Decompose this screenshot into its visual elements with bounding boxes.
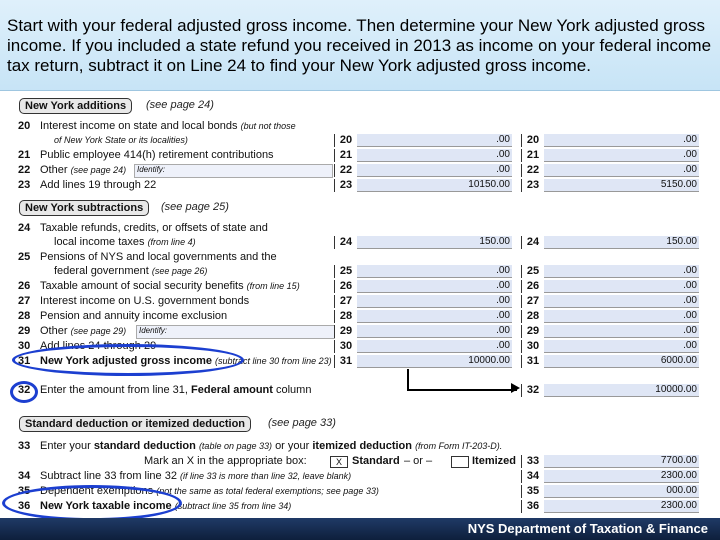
line-number: 35 — [18, 485, 31, 497]
identify-field[interactable]: Identify: — [136, 325, 335, 339]
section-note: (see page 33) — [268, 417, 336, 429]
line-number: 34 — [18, 470, 31, 482]
line-21 — [14, 149, 706, 163]
or-label: – or – — [404, 455, 433, 467]
line-description: Enter the amount from line 31, Federal amount column — [40, 384, 312, 396]
new-york-amount-field[interactable]: 2300.00 — [544, 500, 699, 513]
tax-form — [14, 92, 706, 516]
line-number: 26 — [18, 280, 31, 292]
section-label: New York additions — [25, 100, 127, 112]
line-23 — [14, 179, 706, 193]
line-description: Interest income on state and local bonds (but not those — [40, 120, 296, 132]
line-number: 31 — [18, 355, 31, 367]
arrowhead-icon — [511, 383, 520, 393]
new-york-amount-field[interactable]: 6000.00 — [544, 355, 699, 368]
line-box: 33 — [521, 455, 544, 468]
line-description: Interest income on U.S. government bonds — [40, 295, 250, 307]
line-box: 22 — [334, 164, 357, 177]
federal-amount-field[interactable]: .00 — [357, 164, 512, 177]
section-new-york-additions — [19, 98, 132, 114]
line-description: Other (see page 24) — [40, 164, 127, 176]
line-description: Pension and annuity income exclusion — [40, 310, 228, 322]
federal-amount-field[interactable]: .00 — [357, 149, 512, 162]
line-description: Add lines 24 through 29 — [40, 340, 157, 352]
standard-checkbox[interactable]: X — [330, 456, 348, 468]
line-description: Add lines 19 through 22 — [40, 179, 157, 191]
standard-label: Standard — [352, 455, 400, 467]
line-box: 25 — [334, 265, 357, 278]
line-20 — [14, 120, 706, 134]
line-24-cont — [14, 236, 706, 250]
itemized-label: Itemized — [472, 455, 517, 467]
line-number: 30 — [18, 340, 31, 352]
line-box: 21 — [334, 149, 357, 162]
line-box: 32 — [521, 384, 544, 397]
line-description: Dependent exemptions (not the same as total federal exemptions; see page 33) — [40, 485, 379, 497]
footer-bar — [0, 518, 720, 540]
line-number: 27 — [18, 295, 31, 307]
line-number: 36 — [18, 500, 31, 512]
line-box: 25 — [521, 265, 544, 278]
line-25-cont — [14, 265, 706, 279]
section-label: Standard deduction or itemized deduction — [25, 418, 246, 430]
line-33 — [14, 440, 706, 454]
line-box: 29 — [521, 325, 544, 338]
line-description: local income taxes (from line 4) — [54, 236, 196, 248]
line-number: 33 — [18, 440, 31, 452]
line-number: 28 — [18, 310, 31, 322]
line-box: 23 — [521, 179, 544, 192]
line-32 — [14, 384, 706, 398]
line-description: New York adjusted gross income (subtract line 30 from line 23) — [40, 355, 332, 367]
federal-amount-field[interactable]: .00 — [357, 310, 512, 323]
line-27 — [14, 295, 706, 309]
line-box: 20 — [334, 134, 357, 147]
line-34 — [14, 470, 706, 484]
line-22 — [14, 164, 706, 178]
line-28 — [14, 310, 706, 324]
line-description: Subtract line 33 from line 32 (if line 33 is more than line 32, leave blank) — [40, 470, 352, 482]
new-york-amount-field[interactable]: .00 — [544, 265, 699, 278]
line-box: 31 — [334, 355, 357, 368]
line-description: federal government (see page 26) — [54, 265, 208, 277]
new-york-amount-field[interactable]: 2300.00 — [544, 470, 699, 483]
footer-agency-name: NYS Department of Taxation & Finance — [467, 521, 708, 536]
mark-box-instruction: Mark an X in the appropriate box: — [144, 455, 307, 467]
federal-amount-field[interactable]: .00 — [357, 134, 512, 147]
line-box: 26 — [334, 280, 357, 293]
federal-amount-field[interactable]: 10000.00 — [357, 355, 512, 368]
new-york-amount-field[interactable]: .00 — [544, 134, 699, 147]
line-29 — [14, 325, 706, 339]
section-note: (see page 25) — [161, 201, 229, 213]
section-note: (see page 24) — [146, 99, 214, 111]
highlight-oval-lines-35-36 — [2, 485, 182, 521]
instruction-text: Start with your federal adjusted gross income. Then determine your New York adjusted gross income. If you included a state refund you received in 2013 as income on your federal income tax return, subtract it on Line 24 to find your New York adjusted gross income. — [7, 16, 712, 75]
line-box: 34 — [521, 470, 544, 483]
line-box: 36 — [521, 500, 544, 513]
line-25 — [14, 251, 706, 265]
line-33-options — [14, 455, 706, 469]
line-description: Taxable amount of social security benefits (from line 15) — [40, 280, 300, 292]
line-number: 22 — [18, 164, 31, 176]
new-york-amount-field[interactable]: .00 — [544, 164, 699, 177]
federal-amount-field[interactable]: .00 — [357, 280, 512, 293]
line-box: 31 — [521, 355, 544, 368]
federal-amount-field[interactable]: .00 — [357, 265, 512, 278]
new-york-amount-field[interactable]: 150.00 — [544, 236, 699, 249]
line-description: Enter your standard deduction (table on page 33) or your itemized deduction (from Form IT-203-D). — [40, 440, 503, 452]
new-york-amount-field[interactable]: 000.00 — [544, 485, 699, 498]
line-box: 22 — [521, 164, 544, 177]
line-description: Taxable refunds, credits, or offsets of state and — [40, 222, 268, 234]
line-box: 28 — [521, 310, 544, 323]
instruction-banner — [0, 0, 720, 91]
section-standard-or-itemized-deduction — [19, 416, 251, 432]
line-box: 29 — [334, 325, 357, 338]
line-box: 24 — [521, 236, 544, 249]
federal-amount-field[interactable]: .00 — [357, 295, 512, 308]
new-york-amount-field[interactable]: 7700.00 — [544, 455, 699, 468]
line-number: 24 — [18, 222, 31, 234]
itemized-checkbox[interactable] — [451, 456, 469, 468]
federal-amount-field[interactable]: .00 — [357, 325, 512, 338]
line-box: 23 — [334, 179, 357, 192]
new-york-amount-field[interactable]: .00 — [544, 340, 699, 353]
line-description: New York taxable income (subtract line 35 from line 34) — [40, 500, 292, 512]
line-number: 20 — [18, 120, 31, 132]
line-number: 21 — [18, 149, 31, 161]
identify-field[interactable]: Identify: — [134, 164, 333, 178]
highlight-oval-line-31 — [12, 344, 244, 376]
arrow-line-31-to-32 — [407, 369, 517, 391]
line-20-cont — [14, 134, 706, 148]
line-box: 35 — [521, 485, 544, 498]
line-box: 26 — [521, 280, 544, 293]
line-description: Other (see page 29) — [40, 325, 127, 337]
section-new-york-subtractions — [19, 200, 149, 216]
line-box: 27 — [334, 295, 357, 308]
new-york-amount-field[interactable]: 5150.00 — [544, 179, 699, 192]
new-york-amount-field[interactable]: .00 — [544, 325, 699, 338]
new-york-amount-field[interactable]: .00 — [544, 149, 699, 162]
line-box: 30 — [521, 340, 544, 353]
federal-amount-field[interactable]: 10150.00 — [357, 179, 512, 192]
highlight-oval-line-32 — [10, 381, 38, 403]
line-number: 25 — [18, 251, 31, 263]
line-box: 27 — [521, 295, 544, 308]
line-description: Public employee 414(h) retirement contributions — [40, 149, 274, 161]
new-york-amount-field[interactable]: 10000.00 — [544, 384, 699, 397]
line-box: 24 — [334, 236, 357, 249]
line-description: of New York State or its localities) — [54, 135, 188, 145]
line-box: 20 — [521, 134, 544, 147]
line-24 — [14, 222, 706, 236]
new-york-amount-field[interactable]: .00 — [544, 310, 699, 323]
new-york-amount-field[interactable]: .00 — [544, 280, 699, 293]
new-york-amount-field[interactable]: .00 — [544, 295, 699, 308]
line-number: 23 — [18, 179, 31, 191]
line-number: 32 — [18, 384, 31, 396]
line-number: 29 — [18, 325, 31, 337]
line-26 — [14, 280, 706, 294]
line-description: Pensions of NYS and local governments and the — [40, 251, 277, 263]
line-box: 21 — [521, 149, 544, 162]
section-label: New York subtractions — [25, 202, 144, 214]
line-box: 30 — [334, 340, 357, 353]
federal-amount-field[interactable]: .00 — [357, 340, 512, 353]
federal-amount-field[interactable]: 150.00 — [357, 236, 512, 249]
line-box: 28 — [334, 310, 357, 323]
